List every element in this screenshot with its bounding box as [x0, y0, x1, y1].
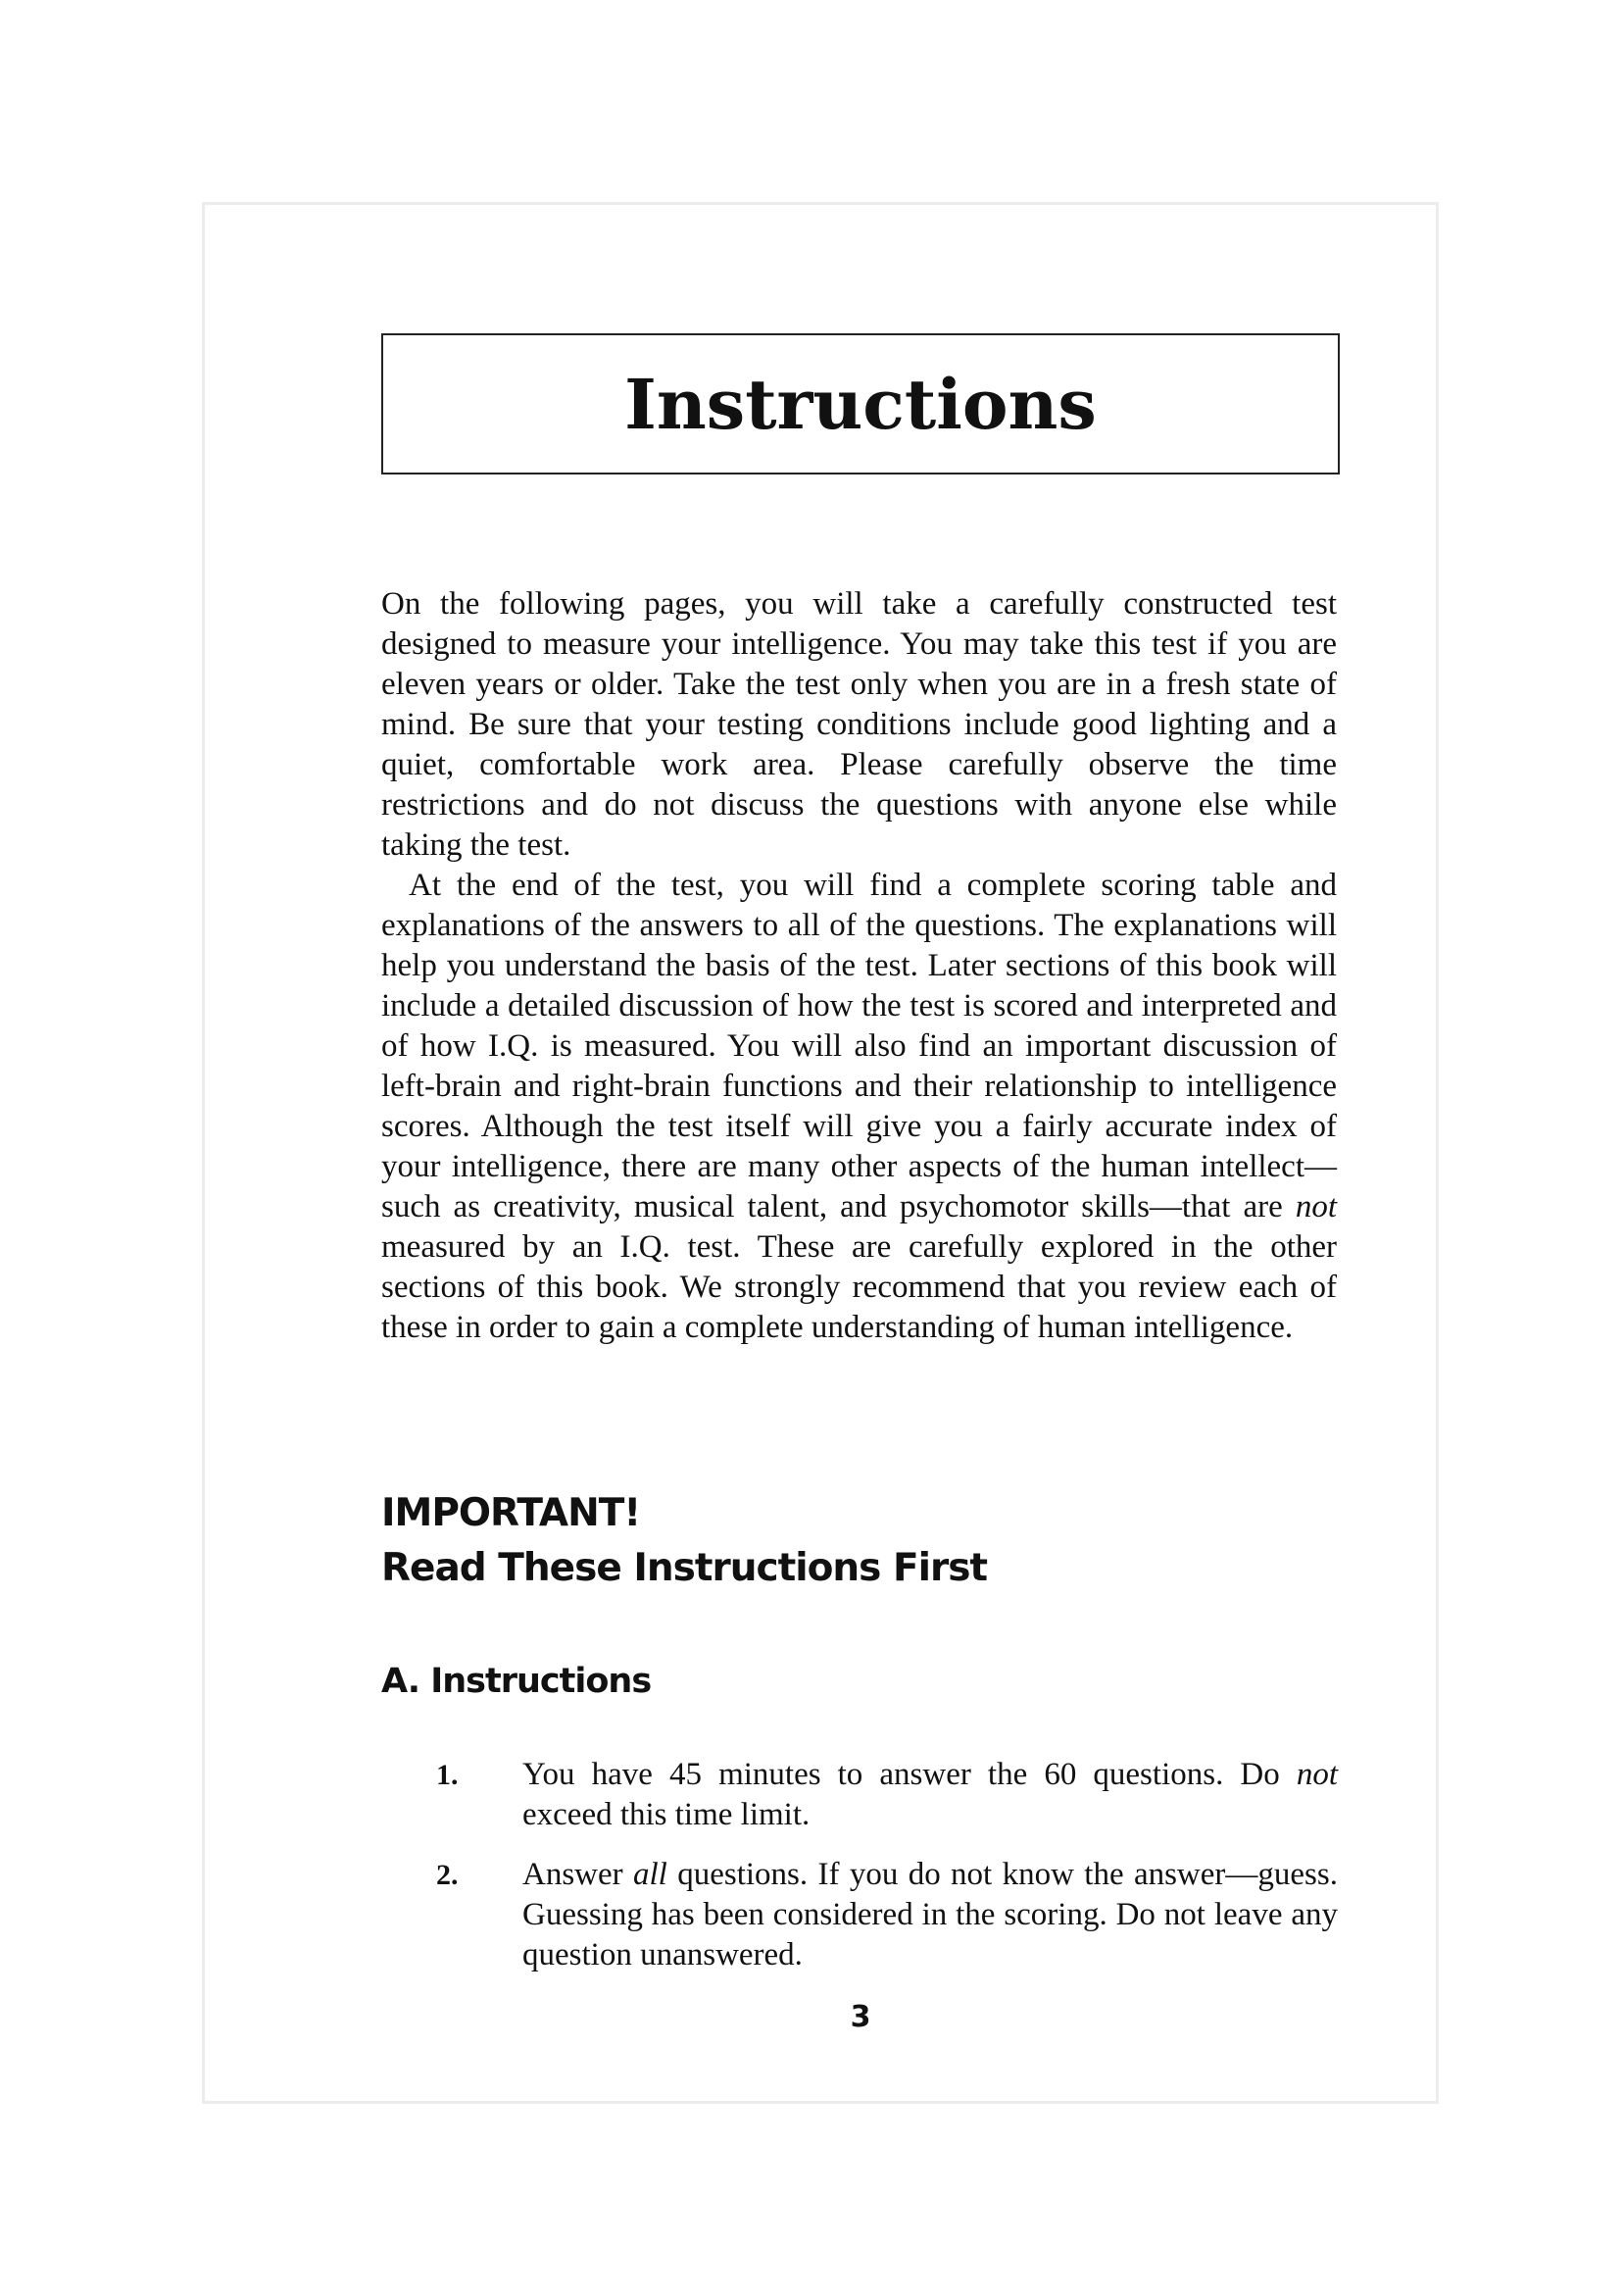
intro-paragraph-2-emphasis: not — [1295, 1189, 1337, 1224]
intro-text — [381, 584, 1337, 1348]
instructions-list — [436, 1755, 1338, 1995]
list-item-text-part2: questions. If you do not know the answer—guess. Guessing has been considered in the scoring. Do not leave any question unanswered. — [522, 1857, 1338, 1972]
important-heading-line1: IMPORTANT! — [381, 1491, 641, 1535]
section-a-heading: A. Instructions — [381, 1662, 652, 1701]
list-item-text-part1: Answer — [522, 1857, 634, 1892]
list-item-text-emphasis: not — [1296, 1757, 1338, 1792]
list-item-text — [522, 1755, 1338, 1835]
list-item-text-part2: exceed this time limit. — [522, 1797, 811, 1832]
list-item-text-emphasis: all — [633, 1857, 667, 1892]
list-item — [436, 1855, 1338, 1975]
intro-paragraph-2-part1: At the end of the test, you will find a complete scoring table and explanations of the answers to all of the questions. The explanations will help you understand the basis of the test. Later sections of this book will include a detailed discussion of how the test is scored and interpreted and of how I.Q. is measured. You will also find an important discussion of left-brain and right-brain functions and their relationship to intelligence scores. Although the test itself will give you a fairly accurate index of your intelligence, there are many other aspects of the human intellect—such as creativity, musical talent, and psychomotor skills—that are — [381, 868, 1337, 1224]
page-number: 3 — [850, 2000, 871, 2034]
intro-paragraph-1: On the following pages, you will take a carefully constructed test designed to measure your intelligence. You may take this test if you are eleven years or older. Take the test only when you are in a fresh state of mind. Be sure that your testing conditions include good lighting and a quiet, comfortable work area. Please carefully observe the time restrictions and do not discuss the questions with anyone else while taking the test. — [381, 586, 1337, 863]
list-item — [436, 1755, 1338, 1835]
list-item-text-part1: You have 45 minutes to answer the 60 questions. Do — [522, 1757, 1297, 1792]
intro-paragraph-2-part2: measured by an I.Q. test. These are carefully explored in the other sections of this book. We strongly recommend that you review each of these in order to gain a complete understanding of human intelligence. — [381, 1229, 1337, 1345]
important-heading-line2: Read These Instructions First — [381, 1546, 988, 1590]
list-item-number: 2. — [436, 1859, 459, 1891]
list-item-text — [522, 1855, 1338, 1975]
page-title: Instructions — [624, 363, 1097, 445]
intro-paragraph-2 — [381, 866, 1337, 1348]
title-box — [381, 333, 1340, 474]
important-heading — [381, 1486, 1337, 1596]
list-item-number: 1. — [436, 1759, 459, 1791]
